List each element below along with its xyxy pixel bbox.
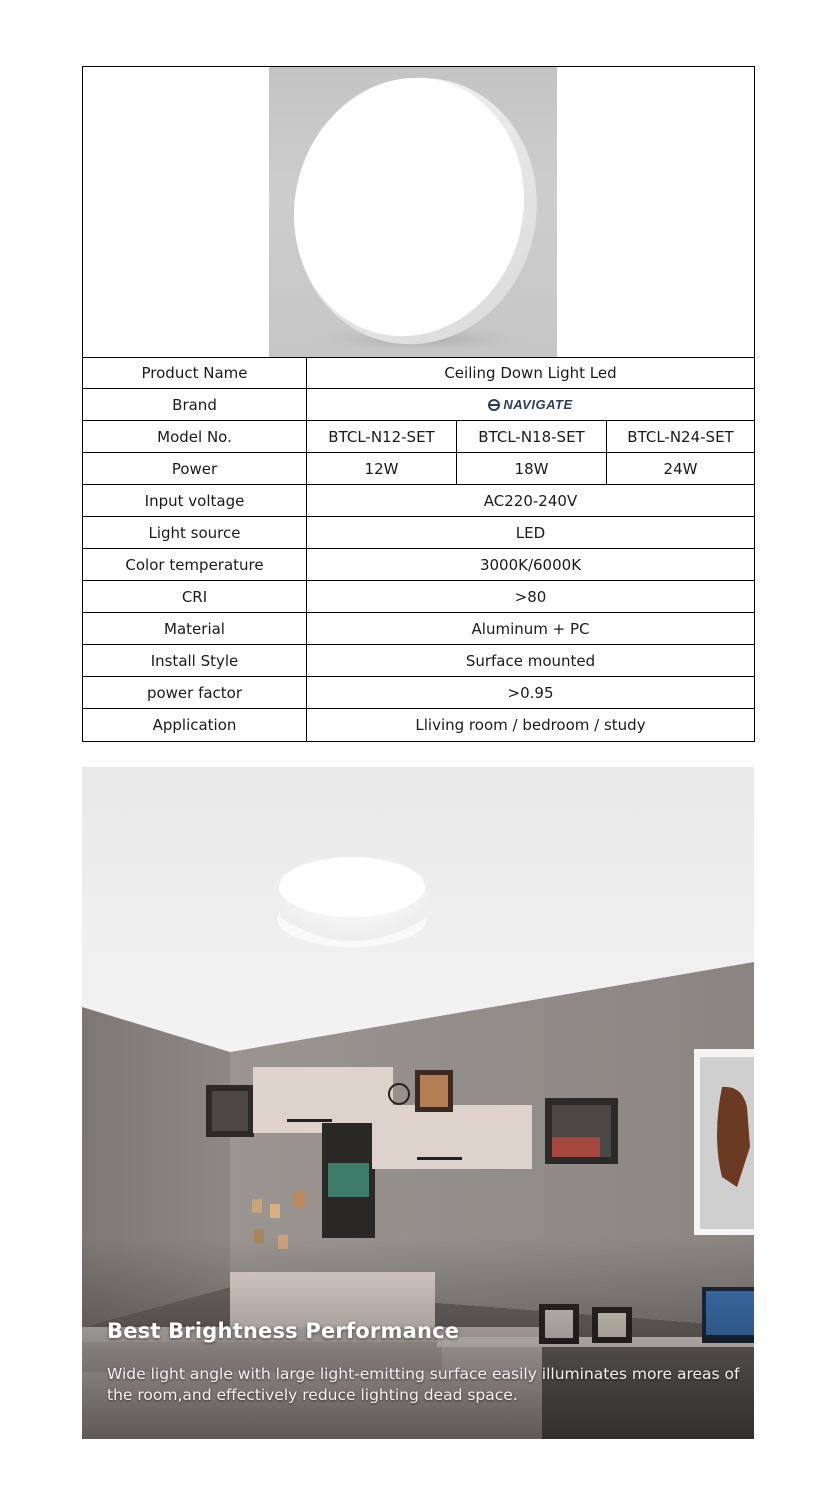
row-install-style	[83, 645, 754, 677]
row-value: BTCL-N18-SET	[457, 421, 607, 452]
row-label: Product Name	[83, 357, 307, 388]
row-model	[83, 421, 754, 453]
row-value: 24W	[663, 459, 698, 478]
row-value: 3000K/6000K	[479, 555, 582, 574]
row-value: 12W	[307, 453, 457, 484]
room-banner	[82, 767, 754, 1439]
row-input-voltage	[83, 485, 754, 517]
spec-table	[82, 66, 755, 742]
navigate-logo-icon	[488, 399, 500, 411]
row-label: Brand	[83, 389, 307, 420]
row-label: CRI	[83, 581, 307, 612]
row-label: Power	[83, 453, 307, 484]
row-value: >0.95	[507, 683, 554, 702]
banner-subtitle: Wide light angle with large light-emitting surface easily illuminates more areas of the room,and effectively reduce lighting dead space.	[107, 1365, 740, 1404]
row-power-factor	[83, 677, 754, 709]
row-cri	[83, 581, 754, 613]
row-label: Color temperature	[83, 549, 307, 580]
row-value: Ceiling Down Light Led	[444, 363, 617, 382]
product-photo	[269, 67, 557, 357]
brand-logo-text: NAVIGATE	[503, 397, 573, 412]
row-value: LED	[515, 523, 546, 542]
row-product-name	[83, 357, 754, 389]
row-value: >80	[514, 587, 547, 606]
brand-logo	[307, 389, 754, 420]
row-label: Light source	[83, 517, 307, 548]
row-brand	[83, 389, 754, 421]
row-label: Application	[83, 709, 307, 741]
row-label: Install Style	[83, 645, 307, 676]
row-application	[83, 709, 754, 741]
row-value: Surface mounted	[465, 651, 596, 670]
row-label: Input voltage	[83, 485, 307, 516]
row-light-source	[83, 517, 754, 549]
product-image-cell	[83, 67, 754, 358]
row-value: BTCL-N12-SET	[307, 421, 457, 452]
row-value: AC220-240V	[483, 491, 578, 510]
banner-title: Best Brightness Performance	[107, 1319, 460, 1343]
row-value: BTCL-N24-SET	[627, 427, 734, 446]
row-value: Aluminum + PC	[471, 619, 590, 638]
row-color-temperature	[83, 549, 754, 581]
row-value: 18W	[457, 453, 607, 484]
row-label: power factor	[83, 677, 307, 708]
row-material	[83, 613, 754, 645]
row-value: Lliving room / bedroom / study	[415, 716, 646, 734]
row-label: Model No.	[83, 421, 307, 452]
row-label: Material	[83, 613, 307, 644]
row-power	[83, 453, 754, 485]
